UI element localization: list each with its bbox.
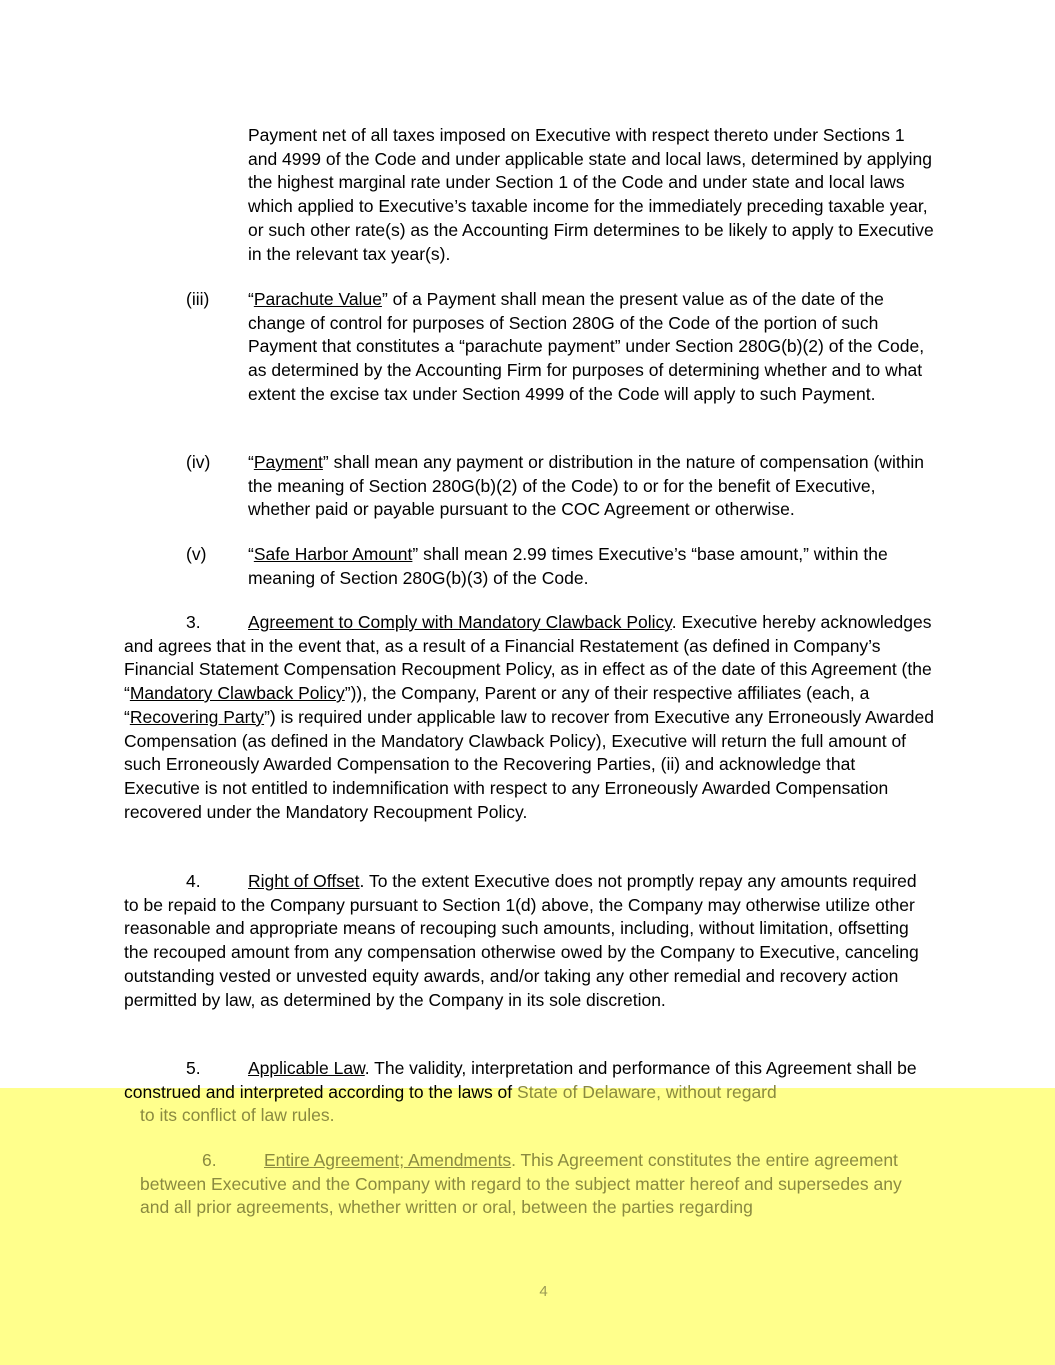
section-heading: Right of Offset [248,871,360,891]
section-6 [140,1149,930,1220]
section-number: 3. [186,612,201,632]
defined-term: Mandatory Clawback Policy [129,683,345,704]
open-quote: “ [248,289,254,309]
section-text: ”) is required under applicable law to recover from Executive any Erroneously Awarded Compensation (as defined in the Mandatory Clawback Policy), Executive will return the full amount of such Erroneously Awarded Compensation to the Recovering Parties, (ii) and acknowledge that Executive is not entitled to indemnification with respect to any Erroneously Awarded Compensation recovered under the Mandatory Recoupment Policy. [124,706,934,822]
section-text-faint: to its conflict of law rules. [140,1105,335,1125]
defined-term: Safe Harbor Amount [253,544,413,564]
section-heading: Agreement to Comply with Mandatory Clawback Policy [248,612,672,632]
definition-payment [186,451,938,522]
definition-text: ” shall mean 2.99 times Executive’s “base amount,” within the meaning of Section 280G(b)(3) of the Code. [248,544,888,588]
section-number: 4. [186,871,201,891]
section-3 [124,611,934,824]
highlight-overlay [0,1088,1055,1365]
section-text: . This Agreement constitutes the entire agreement between Executive and the Company with regard to the subject matter hereof and supersedes any and all prior agreements, whether written or oral, between the parties regarding [140,1150,902,1218]
definition-text: ” shall mean any payment or distribution in the nature of compensation (within the meaning of Section 280G(b)(2) of the Code) to or for the benefit of Executive, whether paid or payable pursuant to the COC Agreement or otherwise. [248,452,925,520]
defined-term: Recovering Party [129,706,265,727]
section-text: . To the extent Executive does not promptly repay any amounts required to be repaid to the Company pursuant to Section 1(d) above, the Company may otherwise utilize other reasonable and appropriate means of recouping such amounts, including, without limitation, offsetting the recouped amount from any compensation otherwise owed by the Company to Executive, canceling outstanding vested or unvested equity awards, and/or taking any other remedial and recovery action permitted by law, as determined by the Company in its sole discretion. [124,871,919,1010]
page-number: 4 [539,1283,548,1300]
continuation-text: Payment net of all taxes imposed on Executive with respect thereto under Sections 1 and 4999 of the Code and under applicable state and local laws, determined by applying the highest marginal rate under Section 1 of the Code and under state and local laws which applied to Executive’s taxable income for the immediately preceding taxable year, or such other rate(s) as the Accounting Firm determines to be likely to apply to Executive in the relevant tax year(s). [248,125,934,264]
section-number: 6. [202,1150,217,1170]
section-text: . Executive hereby acknowledges and agrees that in the event that, as a result of a Financial Restatement (as defined in Company’s Financial Statement Compensation Recoupment Policy, as in effect as of the date of this Agreement (the “ [124,612,932,704]
section-4 [124,870,934,1012]
section-number: 5. [186,1058,201,1078]
defined-term: Parachute Value [253,289,382,309]
open-quote: “ [248,452,254,472]
section-text: ”)), the Company, Parent or any of their respective affiliates (each, a “ [124,683,870,727]
definition-text: ” of a Payment shall mean the present value as of the date of the change of control for purposes of Section 280G of the Code of the portion of such Payment that constitutes a “parachute payment” under Section 280G(b)(2) of the Code, as determined by the Accounting Firm for purposes of determining whether and to what extent the excise tax under Section 4999 of the Code will apply to such Payment. [248,289,925,404]
section-text-faint: State of Delaware, without regard [512,1081,777,1102]
definition-number: (iv) [186,452,211,472]
continuation-paragraph [248,124,938,266]
definition-safe-harbor-amount [186,543,938,590]
section-text: . The validity, interpretation and performance of this Agreement shall be construed and interpreted according to the laws of [124,1058,917,1102]
section-heading: Applicable Law [248,1058,365,1078]
section-5-continuation [140,1104,940,1128]
definition-parachute-value [186,288,938,407]
definition-number: (iii) [186,289,210,309]
open-quote: “ [248,544,254,564]
defined-term: Payment [253,452,323,472]
definition-number: (v) [186,544,207,564]
section-5 [124,1057,944,1104]
section-heading: Entire Agreement; Amendments [264,1150,512,1170]
